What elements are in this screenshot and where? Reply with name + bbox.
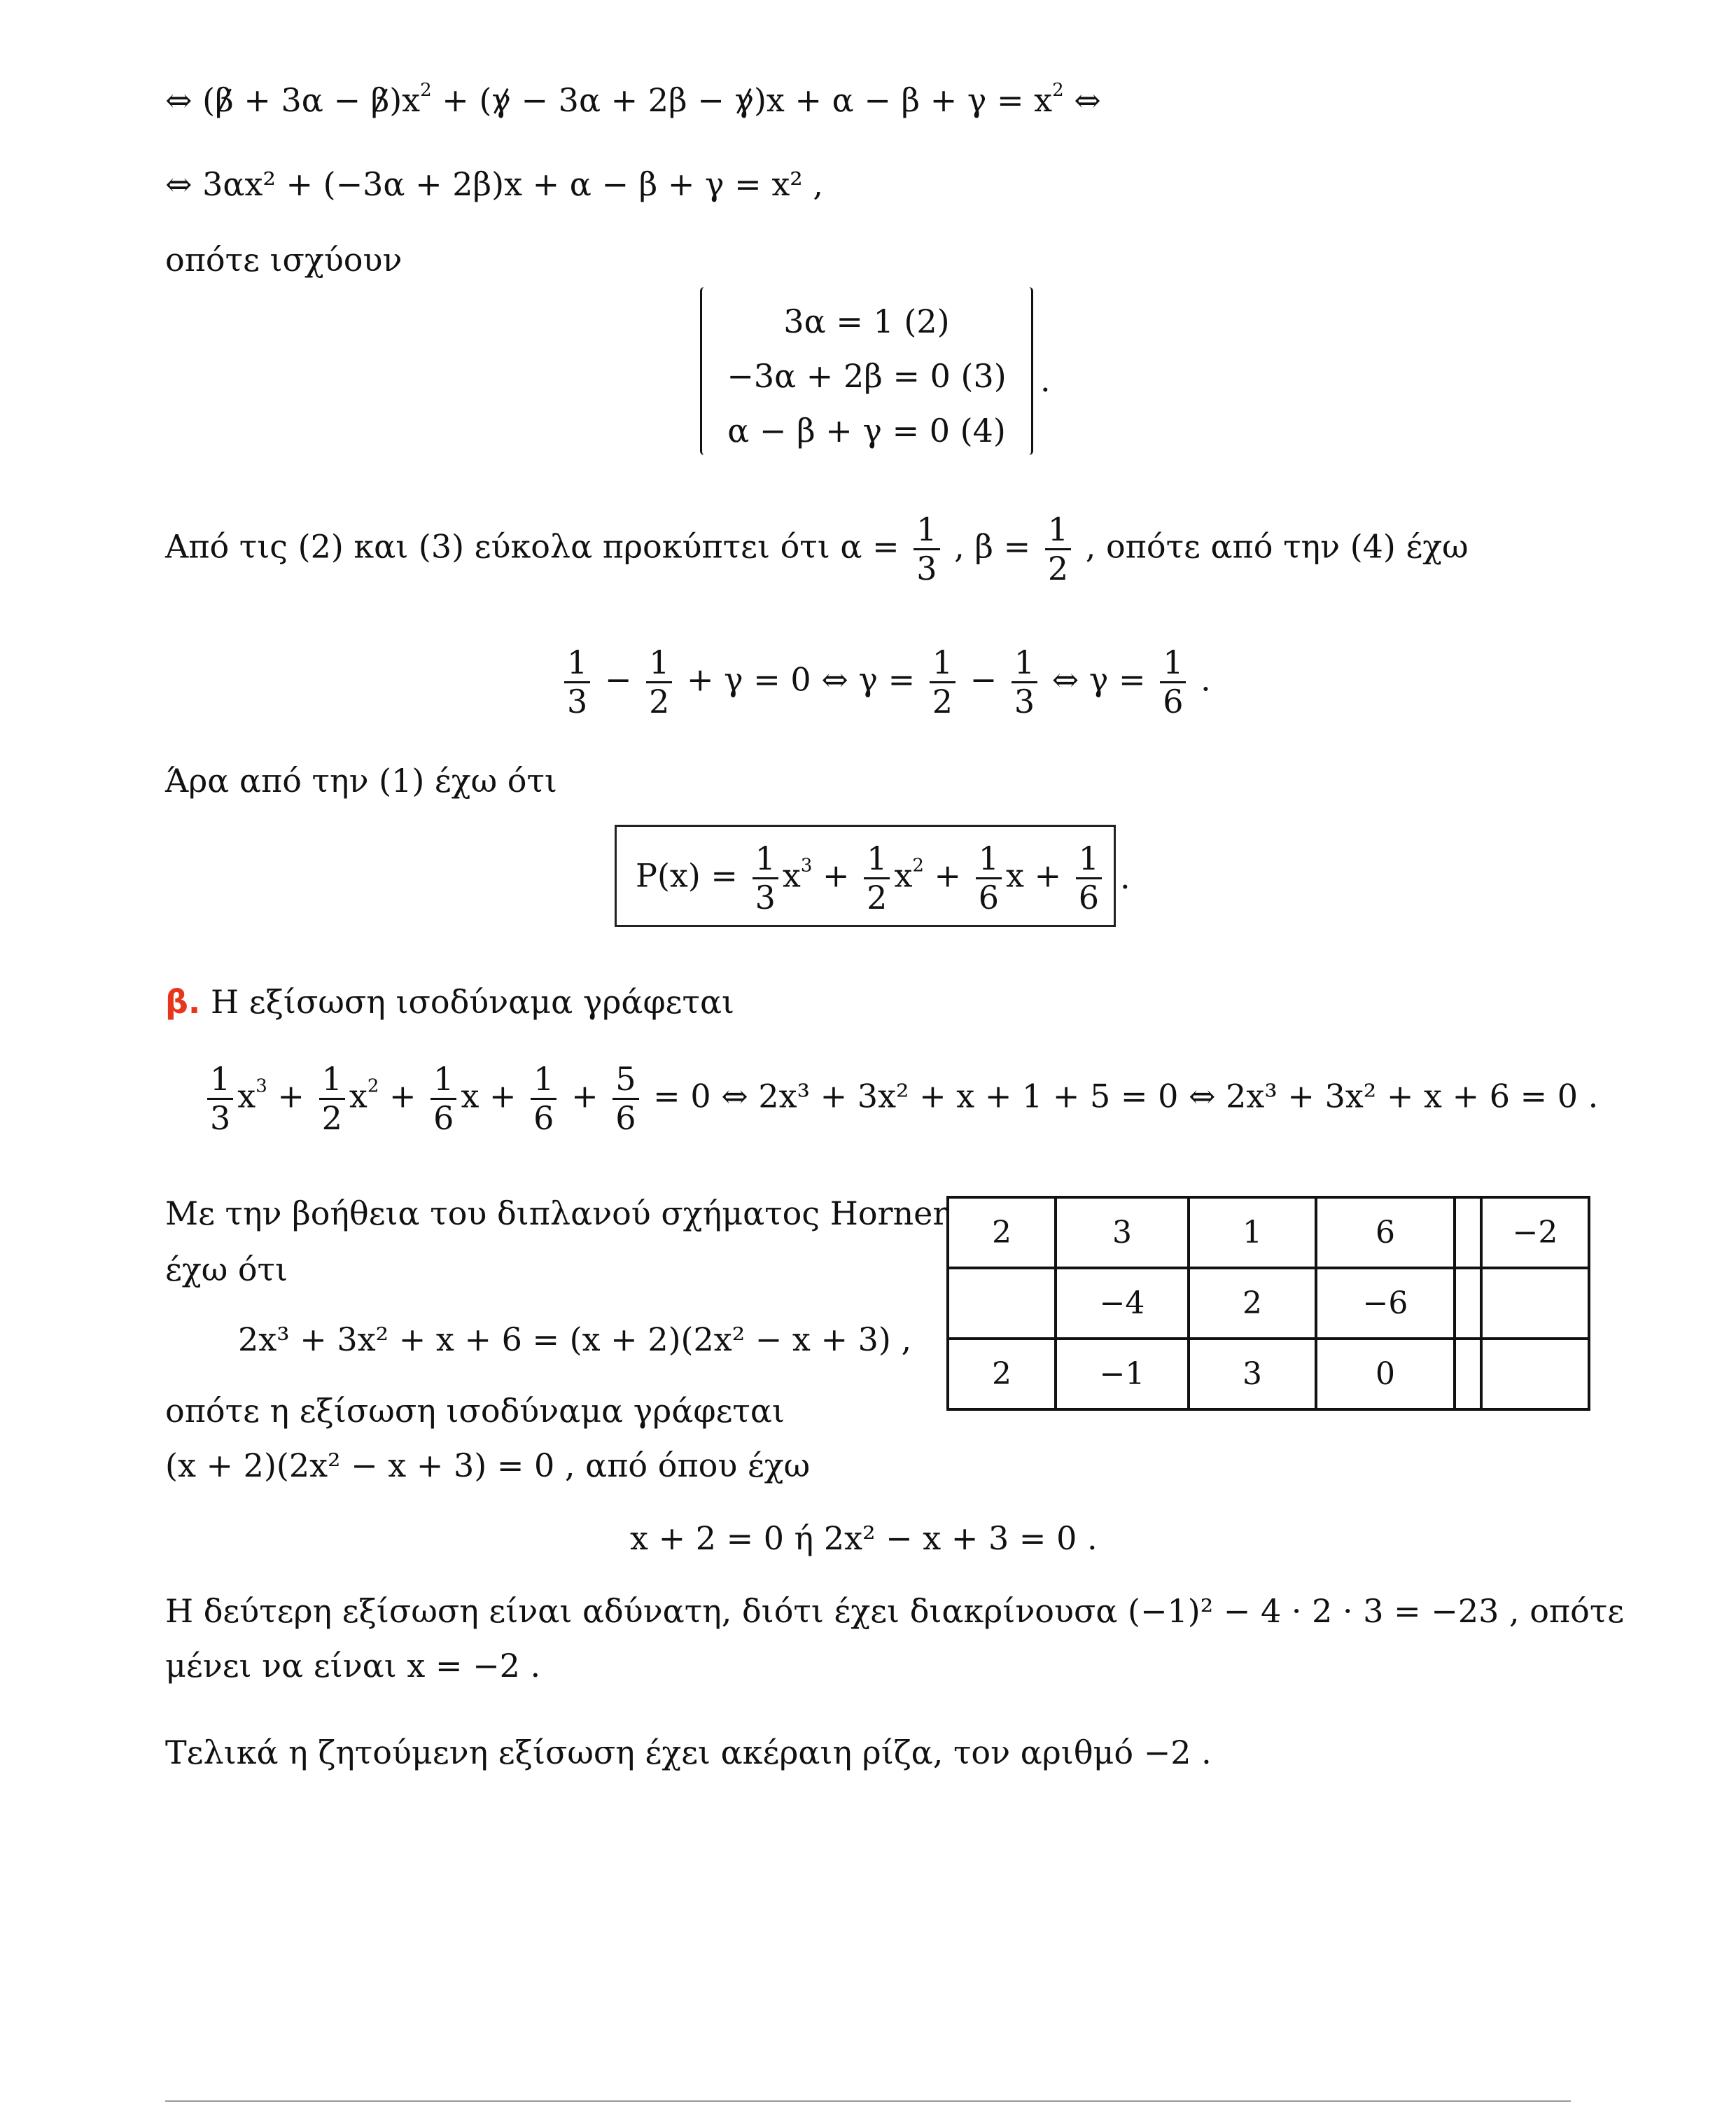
horner-cell: 6 <box>1316 1197 1455 1268</box>
system-eq-3: −3α + 2β = 0 (3) <box>727 357 1007 395</box>
polynomial-result: P(x) = $\frac{1}{3}$ $x^3$ + $\frac{1}{2}$ $x^2$ + $\frac{1}{6}$ x + $\frac{1}{6}$ <box>636 840 1106 916</box>
text-therefore: οπότε ισχύουν <box>165 241 402 279</box>
beta-text: Η εξίσωση ισοδύναμα γράφεται <box>211 983 735 1021</box>
horner-cell <box>1481 1339 1589 1409</box>
horner-cell: −1 <box>1056 1339 1189 1409</box>
fraction-one-half: $\frac{1}{2}$ <box>1045 511 1071 587</box>
horner-cell <box>1455 1268 1481 1339</box>
horner-cell: 1 <box>1189 1197 1316 1268</box>
text-part-c: , οπότε από την (4) έχω <box>1085 527 1469 566</box>
horner-cell: 3 <box>1056 1197 1189 1268</box>
part-beta <box>165 983 735 1021</box>
equation-beta-rest: = 0 ⇔ 2x³ + 3x² + x + 1 + 5 = 0 ⇔ 2x³ + 3x² + x + 6 = 0 . <box>653 1077 1599 1115</box>
horner-cell: 0 <box>1316 1339 1455 1409</box>
horner-cell <box>1455 1197 1481 1268</box>
horner-cell <box>1481 1268 1589 1339</box>
system-eq-4: α − β + γ = 0 (4) <box>727 412 1006 449</box>
beta-label: β. <box>165 983 201 1021</box>
horner-cell: 2 <box>948 1339 1056 1409</box>
text-part-b: , β = <box>954 527 1031 566</box>
equation-system <box>700 287 1033 455</box>
horner-cell: 2 <box>948 1197 1056 1268</box>
horner-table <box>946 1196 1590 1411</box>
equation-beta: $\frac{1}{3}$ $x^3$ + $\frac{1}{2}$ $x^2$ + $\frac{1}{6}$ x + $\frac{1}{6}$ + $\frac{5}{6}$ = 0 ⇔ 2x³ + 3x² + x + 1 + 5 = 0 ⇔ 2x³ + 3x² + x + 6 = 0 . <box>203 1061 1598 1137</box>
system-eq-2: 3α = 1 (2) <box>783 302 950 340</box>
text-then: οπότε η εξίσωση ισοδύναμα γράφεται <box>165 1392 785 1430</box>
horner-row <box>948 1339 1589 1409</box>
footer-rule <box>165 2100 1571 2102</box>
text-result: Άρα από την (1) έχω ότι <box>165 762 557 800</box>
fraction-one-third: $\frac{1}{3}$ <box>913 511 939 587</box>
horner-row <box>948 1197 1589 1268</box>
horner-cell: 3 <box>1189 1339 1316 1409</box>
equation-line-1: ⇔ $(\beta + 3\alpha - \beta)x^2 + (\gamma - 3\alpha + 2\beta - \gamma)x + \alpha - \beta + \gamma = x^2$ ⇔ <box>165 80 1101 119</box>
text-from-2-3 <box>165 511 1469 587</box>
text-final: Τελικά η ζητούμενη εξίσωση έχει ακέραιη ρίζα, τον αριθμό −2 . <box>165 1734 1212 1771</box>
horner-cell <box>948 1268 1056 1339</box>
horner-cell: −2 <box>1481 1197 1589 1268</box>
split-equation: x + 2 = 0 ή 2x² − x + 3 = 0 . <box>630 1519 1098 1557</box>
horner-cell <box>1455 1339 1481 1409</box>
text-x-equals: μένει να είναι x = −2 . <box>165 1647 541 1685</box>
system-period: . <box>1040 361 1051 399</box>
equation-line-2: ⇔ 3αx² + (−3α + 2β)x + α − β + γ = x² , <box>165 165 823 203</box>
text-discriminant: Η δεύτερη εξίσωση είναι αδύνατη, διότι έχει διακρίνουσα (−1)² − 4 · 2 · 3 = −23 , οπότε <box>165 1592 1625 1630</box>
horner-cell: 2 <box>1189 1268 1316 1339</box>
gamma-derivation: $\frac{1}{3}$ − $\frac{1}{2}$ + γ = 0 ⇔ γ = $\frac{1}{2}$ − $\frac{1}{3}$ ⇔ γ = $\frac{1}{6}$ . <box>560 644 1211 720</box>
text-horner-2: έχω ότι <box>165 1250 288 1288</box>
text-horner-1: Με την βοήθεια του διπλανού σχήματος Horner <box>165 1194 948 1232</box>
horner-cell: −4 <box>1056 1268 1189 1339</box>
horner-row <box>948 1268 1589 1339</box>
text-part-a: Από τις (2) και (3) εύκολα προκύπτει ότι α = <box>165 527 899 566</box>
product-equation: (x + 2)(2x² − x + 3) = 0 , από όπου έχω <box>165 1446 811 1484</box>
horner-cell: −6 <box>1316 1268 1455 1339</box>
result-period: . <box>1120 858 1130 896</box>
factorization: 2x³ + 3x² + x + 6 = (x + 2)(2x² − x + 3) , <box>238 1320 912 1358</box>
